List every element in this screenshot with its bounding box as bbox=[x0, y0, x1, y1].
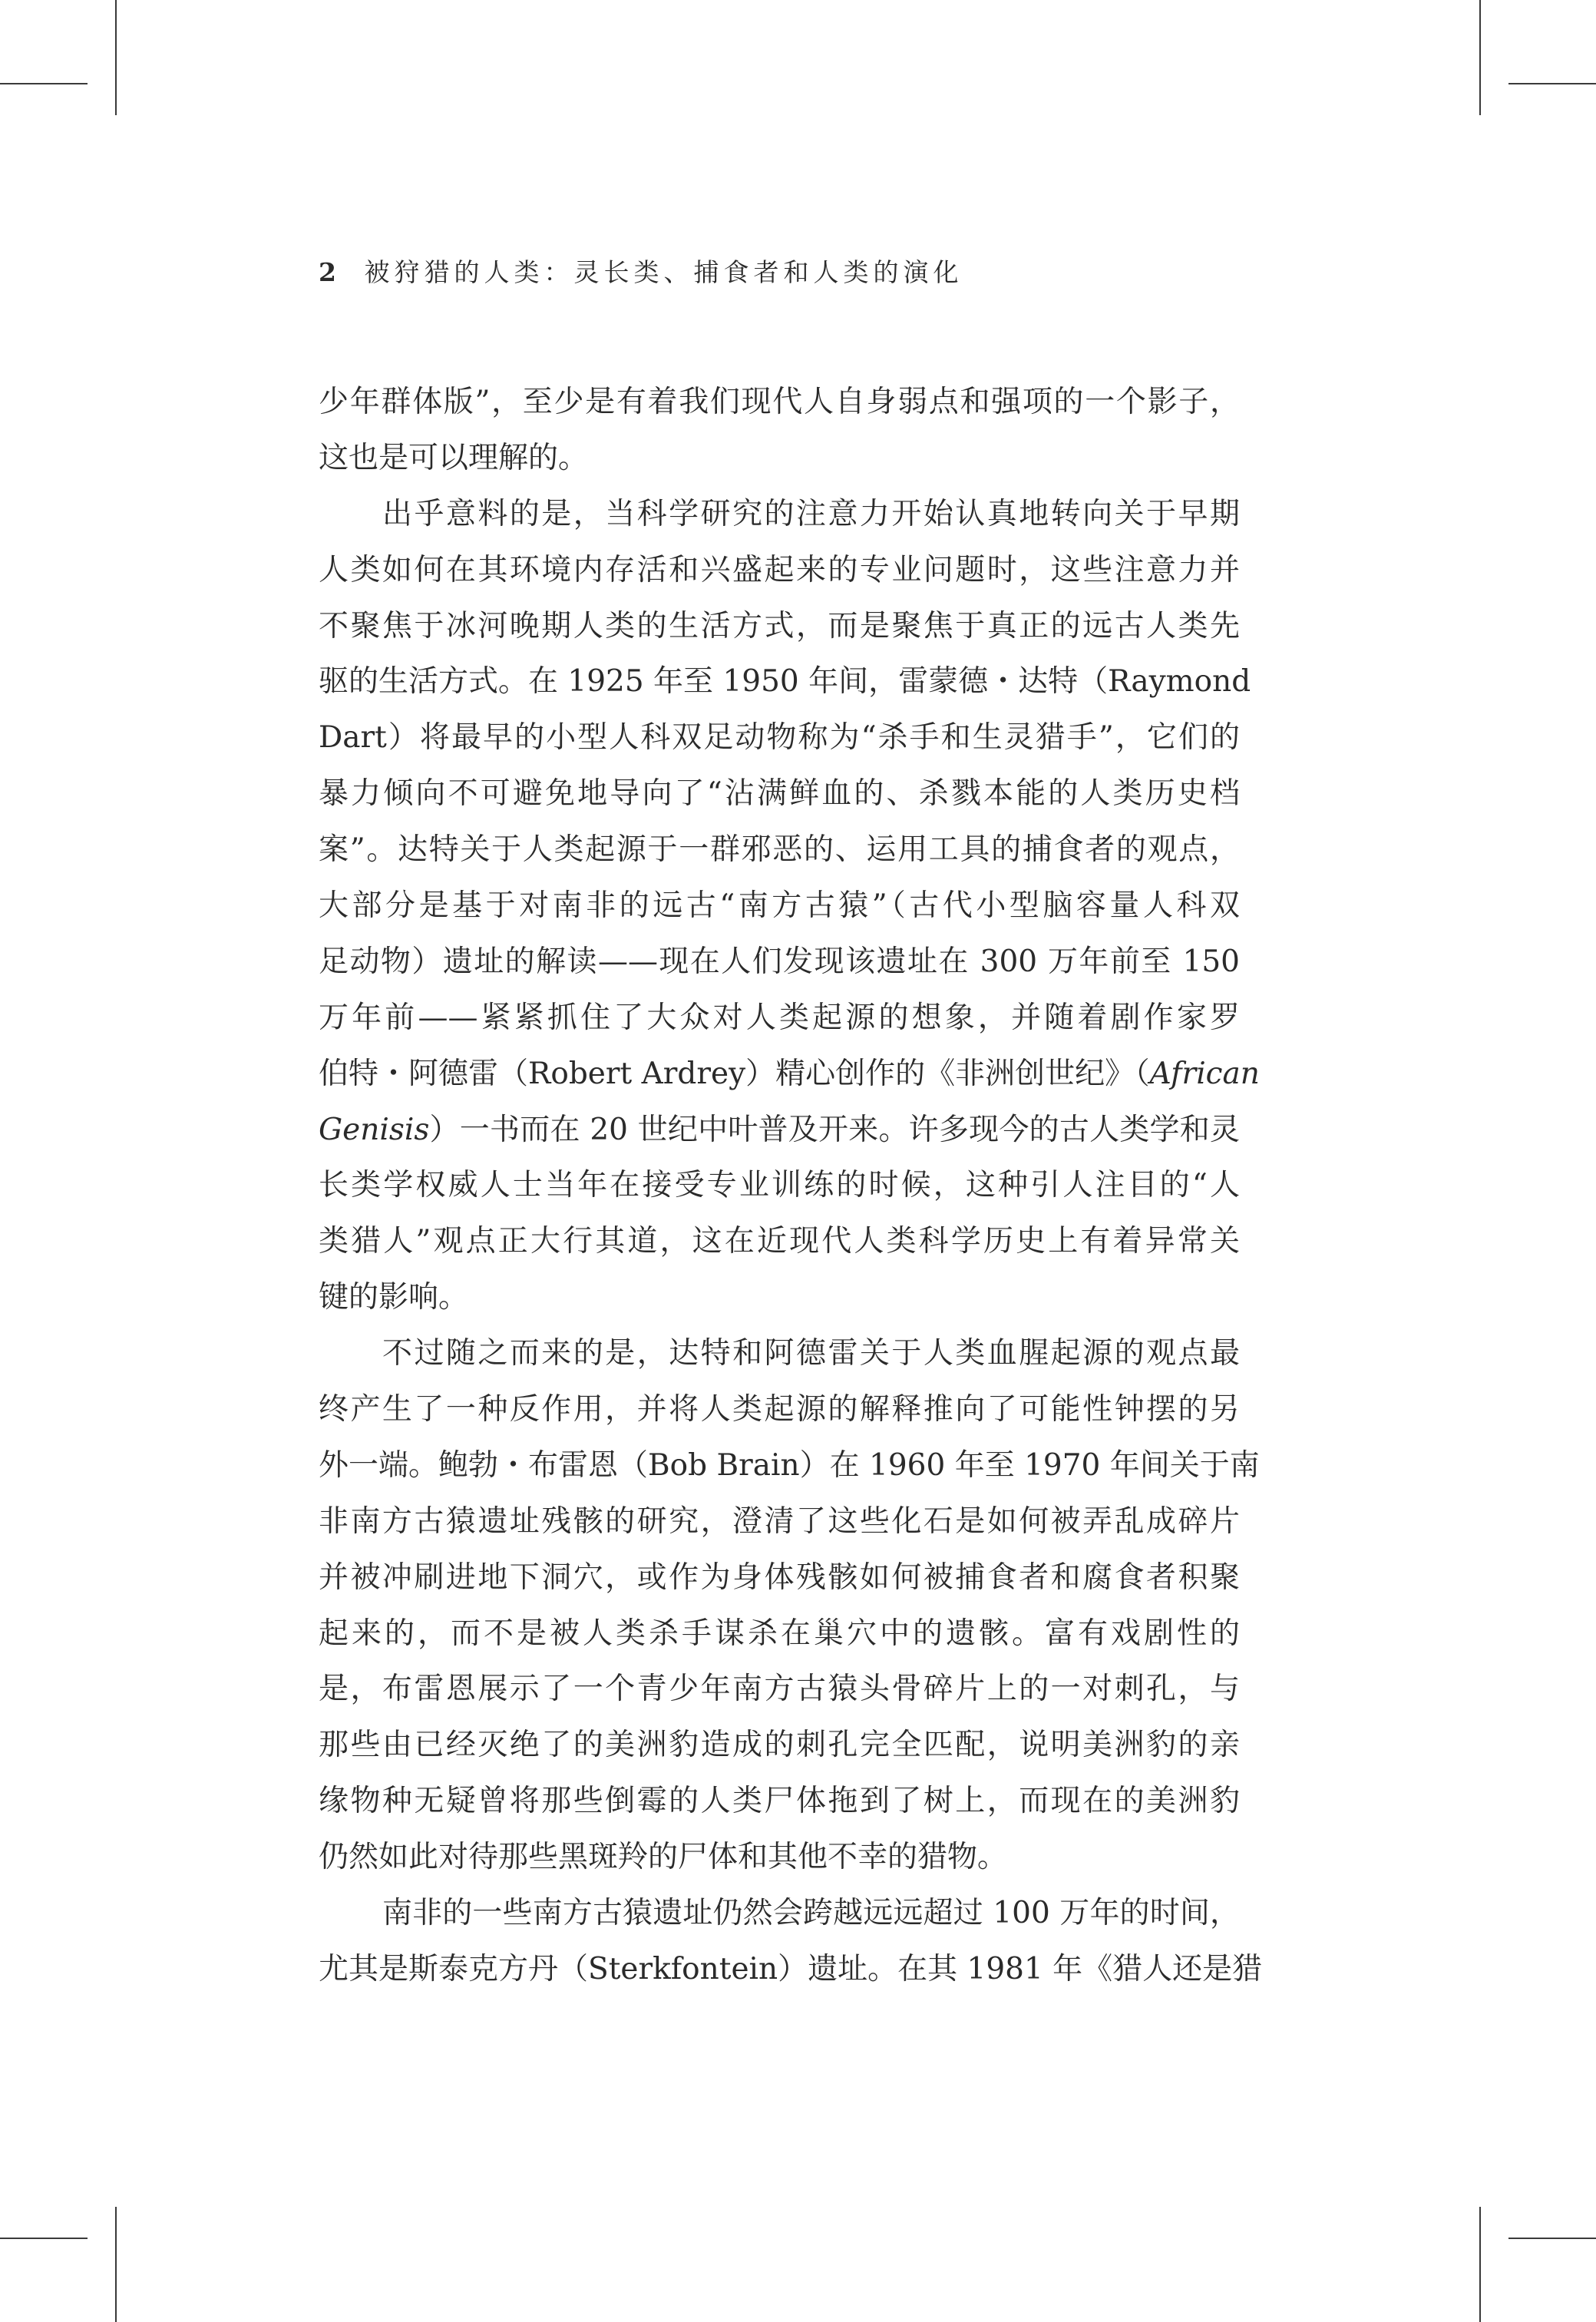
text-line: 暴力倾向不可避免地导向了“沾满鲜血的、杀戮本能的人类历史档 bbox=[319, 776, 1240, 812]
crop-mark bbox=[0, 2238, 88, 2239]
text-line: 非南方古猿遗址残骸的研究，澄清了这些化石是如何被弄乱成碎片 bbox=[319, 1503, 1240, 1539]
text-line: 外一端。鲍勃・布雷恩（Bob Brain）在 1960 年至 1970 年间关于南 bbox=[319, 1447, 1260, 1483]
crop-mark bbox=[1508, 83, 1596, 84]
crop-mark bbox=[0, 83, 88, 84]
text-line: 少年群体版”，至少是有着我们现代人自身弱点和强项的一个影子， bbox=[319, 385, 1240, 419]
text-line bbox=[319, 1103, 1240, 1159]
text-line: 出乎意料的是，当科学研究的注意力开始认真地转向关于早期 bbox=[382, 496, 1240, 531]
text-line: 案”。达特关于人类起源于一群邪恶的、运用工具的捕食者的观点， bbox=[319, 832, 1240, 868]
book-title-italic: Genisis bbox=[319, 1112, 430, 1147]
text-line: 长类学权威人士当年在接受专业训练的时候，这种引人注目的“人 bbox=[319, 1168, 1240, 1203]
text-line: 类猎人”观点正大行其道，这在近现代人类科学历史上有着异常关 bbox=[319, 1224, 1240, 1259]
text-line: 不聚焦于冰河晚期人类的生活方式，而是聚焦于真正的远古人类先 bbox=[319, 608, 1240, 643]
text-line: 是，布雷恩展示了一个青少年南方古猿头骨碎片上的一对刺孔，与 bbox=[319, 1672, 1240, 1707]
page-number: 2 bbox=[319, 257, 336, 287]
text-segment: 伯特・阿德雷（Robert Ardrey）精心创作的《非洲创世纪》（ bbox=[319, 1056, 1150, 1091]
text-line bbox=[319, 1047, 1260, 1103]
text-line: Dart）将最早的小型人科双足动物称为“杀手和生灵猎手”，它们的 bbox=[319, 720, 1240, 756]
text-line: 缘物种无疑曾将那些倒霉的人类尸体拖到了树上，而现在的美洲豹 bbox=[319, 1784, 1240, 1819]
text-segment: ）一书而在 20 世纪中叶普及开来。许多现今的古人类学和灵 bbox=[429, 1112, 1240, 1147]
text-line: 仍然如此对待那些黑斑羚的尸体和其他不幸的猎物。 bbox=[319, 1840, 1008, 1875]
text-line: 那些由已经灭绝了的美洲豹造成的刺孔完全匹配，说明美洲豹的亲 bbox=[319, 1728, 1240, 1763]
book-title-italic: African bbox=[1149, 1056, 1260, 1091]
text-line: 大部分是基于对南非的远古“南方古猿”（古代小型脑容量人科双 bbox=[319, 888, 1240, 924]
text-line: 并被冲刷进地下洞穴，或作为身体残骸如何被捕食者和腐食者积聚 bbox=[319, 1560, 1240, 1595]
crop-mark bbox=[1479, 2207, 1481, 2322]
text-line: 起来的，而不是被人类杀手谋杀在巢穴中的遗骸。富有戏剧性的 bbox=[319, 1616, 1240, 1651]
running-title: 被狩猎的人类：灵长类、捕食者和人类的演化 bbox=[364, 257, 963, 287]
text-line: 足动物）遗址的解读——现在人们发现该遗址在 300 万年前至 150 bbox=[319, 944, 1240, 979]
text-line: 尤其是斯泰克方丹（Sterkfontein）遗址。在其 1981 年《猎人还是猎 bbox=[319, 1951, 1263, 1986]
text-line: 人类如何在其环境内存活和兴盛起来的专业问题时，这些注意力并 bbox=[319, 552, 1240, 587]
text-line: 键的影响。 bbox=[319, 1280, 469, 1315]
text-line: 南非的一些南方古猿遗址仍然会跨越远远超过 100 万年的时间， bbox=[382, 1896, 1240, 1931]
running-header bbox=[319, 257, 963, 288]
text-line: 不过随之而来的是，达特和阿德雷关于人类血腥起源的观点最 bbox=[382, 1336, 1240, 1371]
body-text bbox=[319, 375, 1263, 1998]
text-line: 这也是可以理解的。 bbox=[319, 440, 589, 475]
crop-mark bbox=[115, 2207, 117, 2322]
text-line: 驱的生活方式。在 1925 年至 1950 年间，雷蒙德・达特（Raymond bbox=[319, 664, 1251, 700]
text-line: 万年前——紧紧抓住了大众对人类起源的想象，并随着剧作家罗 bbox=[319, 1000, 1240, 1035]
crop-mark bbox=[115, 0, 117, 115]
crop-mark bbox=[1508, 2238, 1596, 2239]
text-line: 终产生了一种反作用，并将人类起源的解释推向了可能性钟摆的另 bbox=[319, 1392, 1240, 1427]
crop-mark bbox=[1479, 0, 1481, 115]
